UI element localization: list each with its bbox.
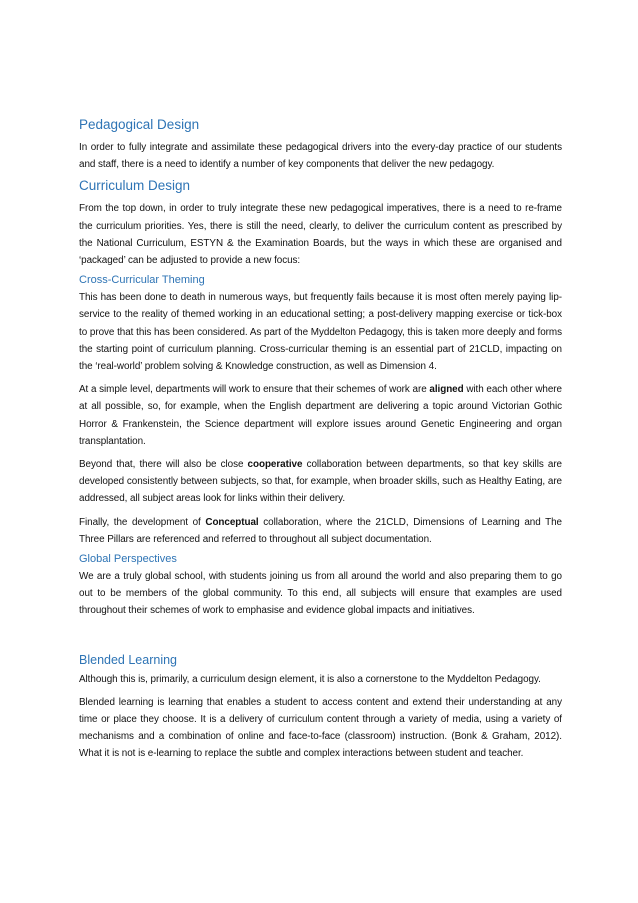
paragraph-intro: In order to fully integrate and assimilate these pedagogical drivers into the every-day practice of our students and staff, there is a need to identify a number of key components that deliver the new pedagogy. bbox=[79, 142, 562, 171]
paragraph-cross-4 bbox=[79, 514, 562, 548]
text-segment: Finally, the development of bbox=[79, 516, 206, 528]
paragraph-global: We are a truly global school, with students joining us from all around the world and also preparing them to go out to be members of the global community. To this end, all subjects will ensure that examples are used throughout their schemes of work to emphasise and evidence global impacts and initiatives. bbox=[79, 571, 562, 617]
paragraph-curriculum: From the top down, in order to truly integrate these new pedagogical imperatives, there is a need to re-frame the curriculum priorities. Yes, there is still the need, clearly, to deliver the curriculum content as prescribed by the National Curriculum, ESTYN & the Examination Boards, but the ways in which these are organised and ‘packaged’ can be adjusted to provide a new focus: bbox=[79, 203, 562, 267]
text-segment: collaboration, where the 21CLD, Dimensions of Learning and The Three Pillars are referenced and referred to throughout all subject documentation. bbox=[79, 516, 562, 545]
heading-cross-curricular: Cross-Curricular Theming bbox=[79, 274, 205, 287]
bold-term-aligned: aligned bbox=[429, 384, 464, 396]
bold-term-conceptual: Conceptual bbox=[205, 516, 259, 528]
text-segment: At a simple level, departments will work to ensure that their schemes of work are bbox=[79, 384, 430, 396]
bold-term-cooperative: cooperative bbox=[247, 459, 303, 471]
heading-blended-learning: Blended Learning bbox=[79, 652, 177, 667]
document-page bbox=[79, 116, 562, 769]
paragraph-cross-2 bbox=[79, 381, 562, 450]
text-segment: with each other where at all possible, so, for example, when the English department are delivering a topic around Victorian Gothic Horror & Frankenstein, the Science department will explore issues around Genetic Engineering and organ transplantation. bbox=[79, 384, 562, 447]
heading-pedagogical-design: Pedagogical Design bbox=[79, 117, 200, 132]
paragraph-cross-1: This has been done to death in numerous ways, but frequently fails because it is most often merely paying lip-service to the reality of themed working in an educational setting; a post-delivery mapping exercise or tick-box to prove that this has been considered. As part of the Myddelton Pedagogy, this is taken more deeply and forms the starting point of curriculum planning. Cross-curricular theming is an essential part of 21CLD, impacting on the ‘real-world’ problem solving & Knowledge construction, as well as Dimension 4. bbox=[79, 292, 562, 373]
paragraph-blended-2: Blended learning is learning that enables a student to access content and extend their understanding at any time or place they choose. It is a delivery of curriculum content through a variety of media, using a variety of mechanisms and a combination of online and face-to-face (classroom) instruction. (Bonk & Graham, 2012). What it is not is e-learning to replace the subtle and complex interactions between student and teacher. bbox=[79, 696, 562, 760]
text-segment: collaboration between departments, so that key skills are developed consistently between subjects, so that, for example, when broader skills, such as Healthy Eating, are addressed, all subject areas look for links within their delivery. bbox=[79, 459, 562, 505]
spacer bbox=[79, 626, 562, 652]
text-segment: Beyond that, there will also be close bbox=[79, 459, 248, 471]
heading-global-perspectives: Global Perspectives bbox=[79, 553, 177, 566]
heading-curriculum-design: Curriculum Design bbox=[79, 178, 191, 194]
paragraph-blended-1: Although this is, primarily, a curriculum design element, it is also a cornerstone to the Myddelton Pedagogy. bbox=[79, 673, 541, 685]
paragraph-cross-3 bbox=[79, 456, 562, 508]
